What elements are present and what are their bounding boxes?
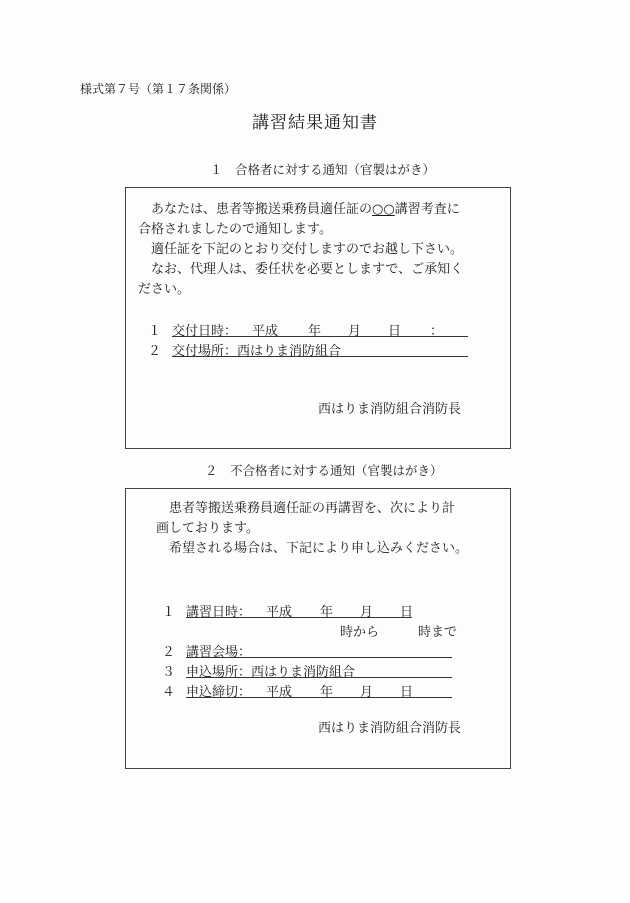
- item-number: ２: [148, 344, 162, 359]
- section2-signature: 西はりま消防組合消防長: [318, 721, 462, 736]
- day-label: 日: [400, 605, 414, 620]
- era-label: 平成: [252, 324, 279, 339]
- year-label: 年: [320, 685, 334, 700]
- section2-item-course-time: [162, 621, 502, 639]
- section1-box: [125, 187, 511, 449]
- section2-item-application-place: [162, 661, 492, 679]
- item-number: １: [148, 324, 162, 339]
- time-from-label: 時から: [340, 625, 380, 640]
- field-label: 講習日時：: [186, 605, 252, 620]
- section1-body-line: ださい。: [138, 282, 191, 297]
- form-number: 様式第７号（第１７条関係）: [80, 82, 237, 96]
- section1-body-line: [138, 200, 460, 220]
- month-label: 月: [348, 324, 362, 339]
- section1-heading: １ 合格者に対する通知（官製はがき）: [210, 162, 436, 177]
- section2-item-deadline: [162, 681, 492, 699]
- day-label: 日: [400, 685, 414, 700]
- body-text: 講習考査に: [394, 202, 460, 217]
- section2-item-course-date: [162, 601, 492, 619]
- item-number: １: [162, 605, 176, 620]
- section2-box: [125, 488, 511, 769]
- month-label: 月: [360, 685, 374, 700]
- application-deadline-field[interactable]: [186, 681, 452, 698]
- field-label: 申込場所：西はりま消防組合: [186, 665, 356, 680]
- month-label: 月: [360, 605, 374, 620]
- time-colon: ：: [430, 324, 444, 339]
- day-label: 日: [388, 324, 402, 339]
- year-label: 年: [308, 324, 322, 339]
- section2-body-line: 患者等搬送乗務員適任証の再講習を、次により計: [156, 501, 456, 516]
- issue-place-field: [172, 340, 468, 357]
- section1-item-place: [148, 340, 468, 358]
- section2-item-venue: [162, 641, 492, 659]
- field-label: 講習会場：: [186, 645, 252, 660]
- section1-body-line: 適任証を下記のとおり交付しますのでお越し下さい。: [138, 242, 464, 257]
- section1-item-date: [148, 320, 468, 338]
- body-text: あなたは、患者等搬送乗務員適任証の: [138, 202, 373, 217]
- section1-body-line: なお、代理人は、委任状を必要としますで、ご承知く: [138, 262, 464, 277]
- time-to-label: 時まで: [418, 625, 458, 640]
- course-venue-field[interactable]: [186, 641, 452, 658]
- application-place-field: [186, 661, 452, 678]
- section2-body-line: 希望される場合は、下記により申し込みください。: [156, 541, 469, 556]
- era-label: 平成: [266, 605, 293, 620]
- course-date-field[interactable]: [186, 601, 412, 618]
- era-label: 平成: [266, 685, 293, 700]
- item-number: ４: [162, 685, 176, 700]
- field-label: 申込締切：: [186, 685, 252, 700]
- year-label: 年: [320, 605, 334, 620]
- section1-signature: 西はりま消防組合消防長: [318, 402, 462, 417]
- issue-date-field[interactable]: [172, 320, 468, 337]
- item-number: ３: [162, 665, 176, 680]
- course-name-placeholder: ○○: [372, 202, 395, 217]
- page-title: 講習結果通知書: [252, 113, 378, 133]
- field-label: 交付場所：西はりま消防組合: [172, 344, 342, 359]
- item-number: ２: [162, 645, 176, 660]
- section2-body-line: 画しております。: [156, 521, 259, 536]
- field-label: 交付日時：: [172, 324, 238, 339]
- section2-heading: ２ 不合格者に対する通知（官製はがき）: [205, 463, 443, 478]
- section1-body-line: 合格されましたので通知します。: [138, 222, 332, 237]
